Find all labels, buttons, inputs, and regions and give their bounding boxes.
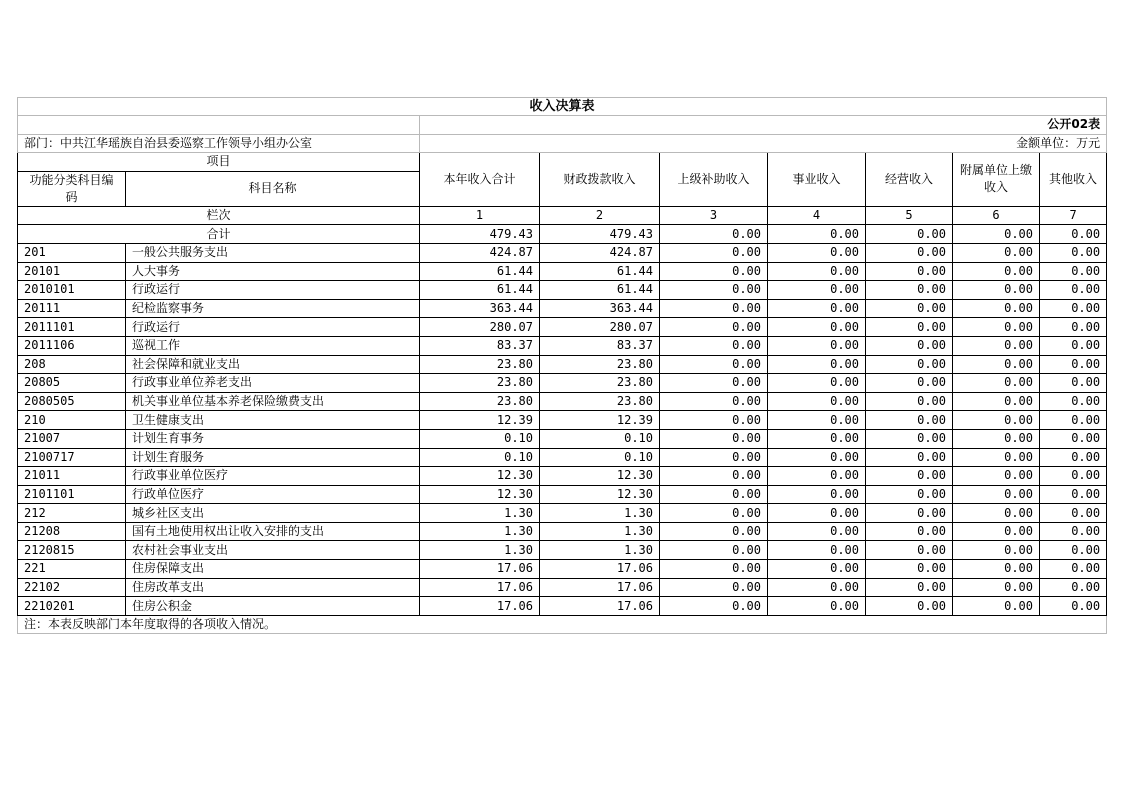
- row-value: 0.00: [660, 281, 768, 300]
- row-value: 0.00: [768, 541, 866, 560]
- table-row: [18, 374, 1107, 393]
- column-index-label: 栏次: [18, 206, 420, 225]
- row-value: 280.07: [420, 318, 540, 337]
- row-value: 0.00: [768, 448, 866, 467]
- column-number: 7: [1040, 206, 1107, 225]
- row-value: 23.80: [540, 392, 660, 411]
- table-row: [18, 243, 1107, 262]
- table-row: [18, 578, 1107, 597]
- row-value: 0.00: [768, 243, 866, 262]
- row-name: 住房公积金: [126, 597, 420, 616]
- table-row: [18, 504, 1107, 523]
- row-value: 0.00: [953, 485, 1040, 504]
- table-row: [18, 560, 1107, 579]
- row-value: 0.00: [953, 318, 1040, 337]
- row-value: 0.00: [768, 392, 866, 411]
- income-table: [17, 97, 1107, 634]
- row-name: 住房改革支出: [126, 578, 420, 597]
- row-value: 0.00: [660, 392, 768, 411]
- row-value: 0.00: [866, 336, 953, 355]
- row-value: 0.00: [866, 541, 953, 560]
- row-value: 280.07: [540, 318, 660, 337]
- column-number: 6: [953, 206, 1040, 225]
- row-value: 23.80: [540, 374, 660, 393]
- row-value: 0.00: [660, 336, 768, 355]
- table-title: 收入决算表: [18, 98, 1107, 116]
- header-operation: 经营收入: [866, 153, 953, 207]
- row-value: 0.00: [866, 355, 953, 374]
- table-row: [18, 429, 1107, 448]
- row-value: 12.30: [420, 485, 540, 504]
- spacer-cell: [18, 116, 420, 135]
- row-value: 0.00: [866, 504, 953, 523]
- row-code: 2011106: [18, 336, 126, 355]
- header-business: 事业收入: [768, 153, 866, 207]
- row-code: 2120815: [18, 541, 126, 560]
- row-value: 0.00: [866, 429, 953, 448]
- row-value: 23.80: [540, 355, 660, 374]
- row-value: 0.00: [660, 467, 768, 486]
- row-value: 0.00: [768, 299, 866, 318]
- row-value: 0.00: [953, 411, 1040, 430]
- row-value: 0.00: [660, 485, 768, 504]
- table-row: [18, 299, 1107, 318]
- table-row: [18, 597, 1107, 616]
- table-row: [18, 392, 1107, 411]
- row-value: 0.00: [866, 485, 953, 504]
- row-name: 农村社会事业支出: [126, 541, 420, 560]
- form-code: 公开02表: [420, 116, 1107, 135]
- row-name: 一般公共服务支出: [126, 243, 420, 262]
- row-value: 17.06: [540, 597, 660, 616]
- income-report-sheet: [17, 97, 1106, 634]
- department-label: 部门：中共江华瑶族自治县委巡察工作领导小组办公室: [18, 134, 420, 153]
- row-value: 0.00: [953, 578, 1040, 597]
- row-name: 行政事业单位养老支出: [126, 374, 420, 393]
- row-value: 0.00: [768, 336, 866, 355]
- row-value: 1.30: [540, 541, 660, 560]
- row-code: 20111: [18, 299, 126, 318]
- row-value: 0.00: [866, 411, 953, 430]
- row-value: 0.00: [1040, 522, 1107, 541]
- header-project: 项目: [18, 153, 420, 172]
- row-value: 83.37: [540, 336, 660, 355]
- row-value: 12.30: [420, 467, 540, 486]
- row-value: 0.00: [953, 374, 1040, 393]
- row-value: 0.00: [768, 318, 866, 337]
- table-row: [18, 467, 1107, 486]
- header-fiscal: 财政拨款收入: [540, 153, 660, 207]
- row-value: 83.37: [420, 336, 540, 355]
- row-name: 行政运行: [126, 318, 420, 337]
- row-value: 0.00: [768, 578, 866, 597]
- row-name: 计划生育服务: [126, 448, 420, 467]
- row-value: 0.00: [660, 597, 768, 616]
- row-value: 0.00: [953, 429, 1040, 448]
- row-value: 0.00: [1040, 578, 1107, 597]
- row-code: 2100717: [18, 448, 126, 467]
- row-value: 0.00: [953, 299, 1040, 318]
- total-value: 0.00: [953, 225, 1040, 244]
- total-value: 479.43: [540, 225, 660, 244]
- row-value: 0.00: [768, 485, 866, 504]
- row-value: 1.30: [540, 504, 660, 523]
- table-row: [18, 336, 1107, 355]
- row-value: 12.39: [420, 411, 540, 430]
- row-value: 0.00: [1040, 429, 1107, 448]
- column-number: 1: [420, 206, 540, 225]
- row-name: 人大事务: [126, 262, 420, 281]
- row-value: 1.30: [420, 504, 540, 523]
- row-value: 17.06: [420, 560, 540, 579]
- header-total: 本年收入合计: [420, 153, 540, 207]
- row-value: 424.87: [540, 243, 660, 262]
- row-value: 0.00: [953, 467, 1040, 486]
- row-name: 社会保障和就业支出: [126, 355, 420, 374]
- row-code: 208: [18, 355, 126, 374]
- row-value: 0.00: [768, 374, 866, 393]
- row-value: 0.00: [660, 560, 768, 579]
- total-row: [18, 225, 1107, 244]
- row-name: 行政单位医疗: [126, 485, 420, 504]
- row-value: 0.00: [1040, 485, 1107, 504]
- table-row: [18, 262, 1107, 281]
- row-code: 21208: [18, 522, 126, 541]
- row-value: 12.30: [540, 485, 660, 504]
- row-value: 23.80: [420, 374, 540, 393]
- row-value: 0.00: [953, 392, 1040, 411]
- row-code: 221: [18, 560, 126, 579]
- row-value: 17.06: [420, 578, 540, 597]
- row-value: 0.00: [953, 336, 1040, 355]
- row-value: 0.00: [660, 318, 768, 337]
- row-value: 0.00: [660, 243, 768, 262]
- row-value: 0.00: [768, 597, 866, 616]
- row-value: 1.30: [420, 522, 540, 541]
- row-value: 0.00: [1040, 448, 1107, 467]
- row-name: 城乡社区支出: [126, 504, 420, 523]
- row-value: 0.00: [866, 578, 953, 597]
- row-value: 61.44: [420, 281, 540, 300]
- row-value: 23.80: [420, 355, 540, 374]
- row-value: 0.00: [1040, 560, 1107, 579]
- row-value: 0.00: [768, 467, 866, 486]
- row-code: 212: [18, 504, 126, 523]
- header-name: 科目名称: [126, 171, 420, 206]
- row-value: 0.00: [1040, 467, 1107, 486]
- total-label: 合计: [18, 225, 420, 244]
- row-value: 0.00: [660, 429, 768, 448]
- row-value: 0.00: [660, 522, 768, 541]
- row-value: 0.00: [768, 262, 866, 281]
- header-affiliated: 附属单位上缴收入: [953, 153, 1040, 207]
- row-value: 0.00: [1040, 299, 1107, 318]
- row-value: 0.00: [953, 243, 1040, 262]
- row-value: 0.00: [1040, 355, 1107, 374]
- row-value: 0.00: [1040, 392, 1107, 411]
- row-value: 0.10: [540, 429, 660, 448]
- header-code: 功能分类科目编码: [18, 171, 126, 206]
- total-value: 0.00: [866, 225, 953, 244]
- column-number: 4: [768, 206, 866, 225]
- row-value: 0.00: [1040, 262, 1107, 281]
- row-value: 0.10: [540, 448, 660, 467]
- unit-label: 金额单位：万元: [420, 134, 1107, 153]
- row-value: 0.00: [660, 262, 768, 281]
- row-value: 0.00: [1040, 597, 1107, 616]
- row-value: 0.00: [953, 448, 1040, 467]
- row-name: 计划生育事务: [126, 429, 420, 448]
- row-value: 0.00: [953, 597, 1040, 616]
- row-value: 0.00: [660, 355, 768, 374]
- row-value: 0.00: [1040, 374, 1107, 393]
- row-value: 0.00: [660, 504, 768, 523]
- row-value: 0.00: [660, 578, 768, 597]
- row-name: 住房保障支出: [126, 560, 420, 579]
- total-value: 0.00: [1040, 225, 1107, 244]
- row-value: 61.44: [540, 281, 660, 300]
- total-value: 0.00: [768, 225, 866, 244]
- row-code: 2101101: [18, 485, 126, 504]
- row-value: 0.00: [953, 541, 1040, 560]
- table-row: [18, 541, 1107, 560]
- row-value: 1.30: [540, 522, 660, 541]
- row-value: 0.00: [768, 429, 866, 448]
- row-value: 0.00: [866, 392, 953, 411]
- table-note: 注：本表反映部门本年度取得的各项收入情况。: [18, 615, 1107, 634]
- row-name: 行政运行: [126, 281, 420, 300]
- row-value: 0.00: [866, 467, 953, 486]
- row-name: 机关事业单位基本养老保险缴费支出: [126, 392, 420, 411]
- row-value: 0.00: [953, 262, 1040, 281]
- row-value: 0.00: [768, 411, 866, 430]
- row-value: 0.00: [1040, 281, 1107, 300]
- row-value: 0.00: [866, 318, 953, 337]
- row-value: 0.00: [953, 504, 1040, 523]
- row-value: 1.30: [420, 541, 540, 560]
- row-value: 0.00: [953, 355, 1040, 374]
- row-value: 0.00: [866, 374, 953, 393]
- row-value: 0.00: [866, 243, 953, 262]
- row-value: 0.00: [768, 504, 866, 523]
- column-number: 5: [866, 206, 953, 225]
- row-value: 0.00: [1040, 541, 1107, 560]
- row-value: 12.39: [540, 411, 660, 430]
- row-value: 17.06: [540, 560, 660, 579]
- row-name: 行政事业单位医疗: [126, 467, 420, 486]
- row-value: 0.00: [1040, 504, 1107, 523]
- row-value: 0.00: [866, 597, 953, 616]
- row-code: 201: [18, 243, 126, 262]
- total-value: 479.43: [420, 225, 540, 244]
- row-value: 0.00: [866, 262, 953, 281]
- row-value: 0.00: [953, 560, 1040, 579]
- row-value: 0.00: [1040, 318, 1107, 337]
- row-value: 0.00: [660, 541, 768, 560]
- table-row: [18, 485, 1107, 504]
- row-value: 12.30: [540, 467, 660, 486]
- row-value: 17.06: [540, 578, 660, 597]
- row-value: 0.00: [866, 560, 953, 579]
- row-value: 17.06: [420, 597, 540, 616]
- row-code: 20101: [18, 262, 126, 281]
- row-value: 0.00: [866, 522, 953, 541]
- row-value: 61.44: [420, 262, 540, 281]
- row-value: 0.00: [866, 299, 953, 318]
- row-value: 0.00: [1040, 243, 1107, 262]
- row-code: 22102: [18, 578, 126, 597]
- row-value: 0.10: [420, 429, 540, 448]
- header-superior: 上级补助收入: [660, 153, 768, 207]
- row-name: 国有土地使用权出让收入安排的支出: [126, 522, 420, 541]
- row-code: 21007: [18, 429, 126, 448]
- row-value: 0.00: [1040, 336, 1107, 355]
- row-value: 0.00: [953, 522, 1040, 541]
- row-value: 0.00: [768, 560, 866, 579]
- table-row: [18, 281, 1107, 300]
- row-value: 0.00: [768, 355, 866, 374]
- row-name: 巡视工作: [126, 336, 420, 355]
- table-row: [18, 448, 1107, 467]
- table-row: [18, 411, 1107, 430]
- row-code: 210: [18, 411, 126, 430]
- row-value: 363.44: [540, 299, 660, 318]
- row-value: 0.00: [660, 411, 768, 430]
- row-code: 2080505: [18, 392, 126, 411]
- row-value: 0.00: [866, 281, 953, 300]
- row-value: 0.00: [953, 281, 1040, 300]
- column-number: 3: [660, 206, 768, 225]
- row-value: 0.00: [866, 448, 953, 467]
- row-value: 61.44: [540, 262, 660, 281]
- header-other: 其他收入: [1040, 153, 1107, 207]
- row-value: 0.00: [768, 281, 866, 300]
- row-value: 0.00: [768, 522, 866, 541]
- row-value: 0.00: [660, 374, 768, 393]
- row-code: 2011101: [18, 318, 126, 337]
- row-value: 0.00: [1040, 411, 1107, 430]
- row-value: 424.87: [420, 243, 540, 262]
- row-name: 纪检监察事务: [126, 299, 420, 318]
- total-value: 0.00: [660, 225, 768, 244]
- row-value: 363.44: [420, 299, 540, 318]
- row-value: 23.80: [420, 392, 540, 411]
- row-value: 0.00: [660, 299, 768, 318]
- row-value: 0.00: [660, 448, 768, 467]
- table-row: [18, 522, 1107, 541]
- row-value: 0.10: [420, 448, 540, 467]
- table-row: [18, 318, 1107, 337]
- row-code: 2010101: [18, 281, 126, 300]
- row-code: 20805: [18, 374, 126, 393]
- row-name: 卫生健康支出: [126, 411, 420, 430]
- row-code: 21011: [18, 467, 126, 486]
- table-row: [18, 355, 1107, 374]
- column-number: 2: [540, 206, 660, 225]
- row-code: 2210201: [18, 597, 126, 616]
